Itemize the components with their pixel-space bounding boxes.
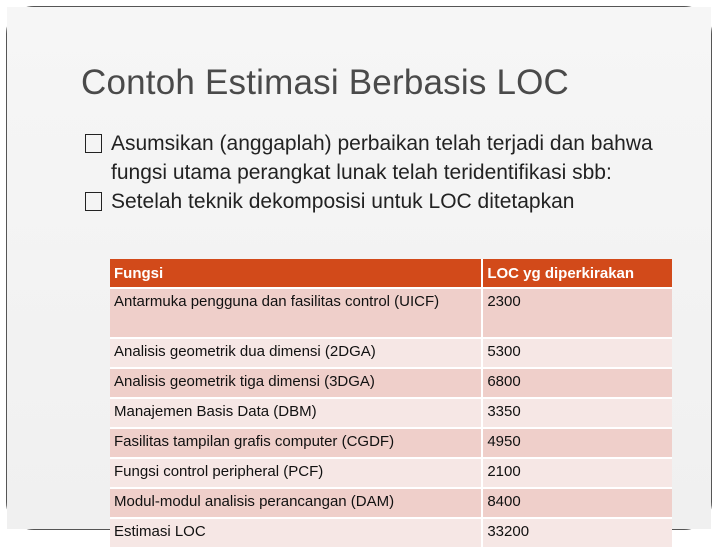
table-row [110,459,672,489]
cell-loc: 5300 [483,339,672,369]
cell-loc: 33200 [483,519,672,549]
cell-fungsi: Analisis geometrik tiga dimensi (3DGA) [110,369,483,399]
table-row [110,429,672,459]
loc-table [110,259,672,549]
slide-title: Contoh Estimasi Berbasis LOC [81,63,570,102]
cell-fungsi: Antarmuka pengguna dan fasilitas control (UICF) [110,289,483,339]
bullet-item-1 [85,129,695,187]
bullet-list [85,129,695,216]
table-row [110,289,672,339]
loc-table-container [110,259,672,549]
table-row [110,369,672,399]
cell-loc: 2300 [483,289,672,339]
cell-fungsi: Analisis geometrik dua dimensi (2DGA) [110,339,483,369]
cell-loc: 3350 [483,399,672,429]
cell-loc: 4950 [483,429,672,459]
cell-fungsi: Fasilitas tampilan grafis computer (CGDF) [110,429,483,459]
header-fungsi: Fungsi [110,259,483,289]
bullet-item-2 [85,187,695,216]
cell-fungsi: Manajemen Basis Data (DBM) [110,399,483,429]
cell-fungsi: Estimasi LOC [110,519,483,549]
table-row [110,489,672,519]
header-loc: LOC yg diperkirakan [483,259,672,289]
box-icon [85,134,102,153]
table-row [110,399,672,429]
cell-loc: 8400 [483,489,672,519]
table-header-row [110,259,672,289]
slide [6,6,712,540]
cell-loc: 2100 [483,459,672,489]
cell-fungsi: Modul-modul analisis perancangan (DAM) [110,489,483,519]
box-icon [85,192,102,211]
cell-loc: 6800 [483,369,672,399]
bullet-text-1: Asumsikan (anggaplah) perbaikan telah terjadi dan bahwa fungsi utama perangkat lunak telah teridentifikasi sbb: [111,132,653,184]
table-row [110,339,672,369]
table-row [110,519,672,549]
cell-fungsi: Fungsi control peripheral (PCF) [110,459,483,489]
bullet-text-2: Setelah teknik dekomposisi untuk LOC ditetapkan [111,190,575,213]
